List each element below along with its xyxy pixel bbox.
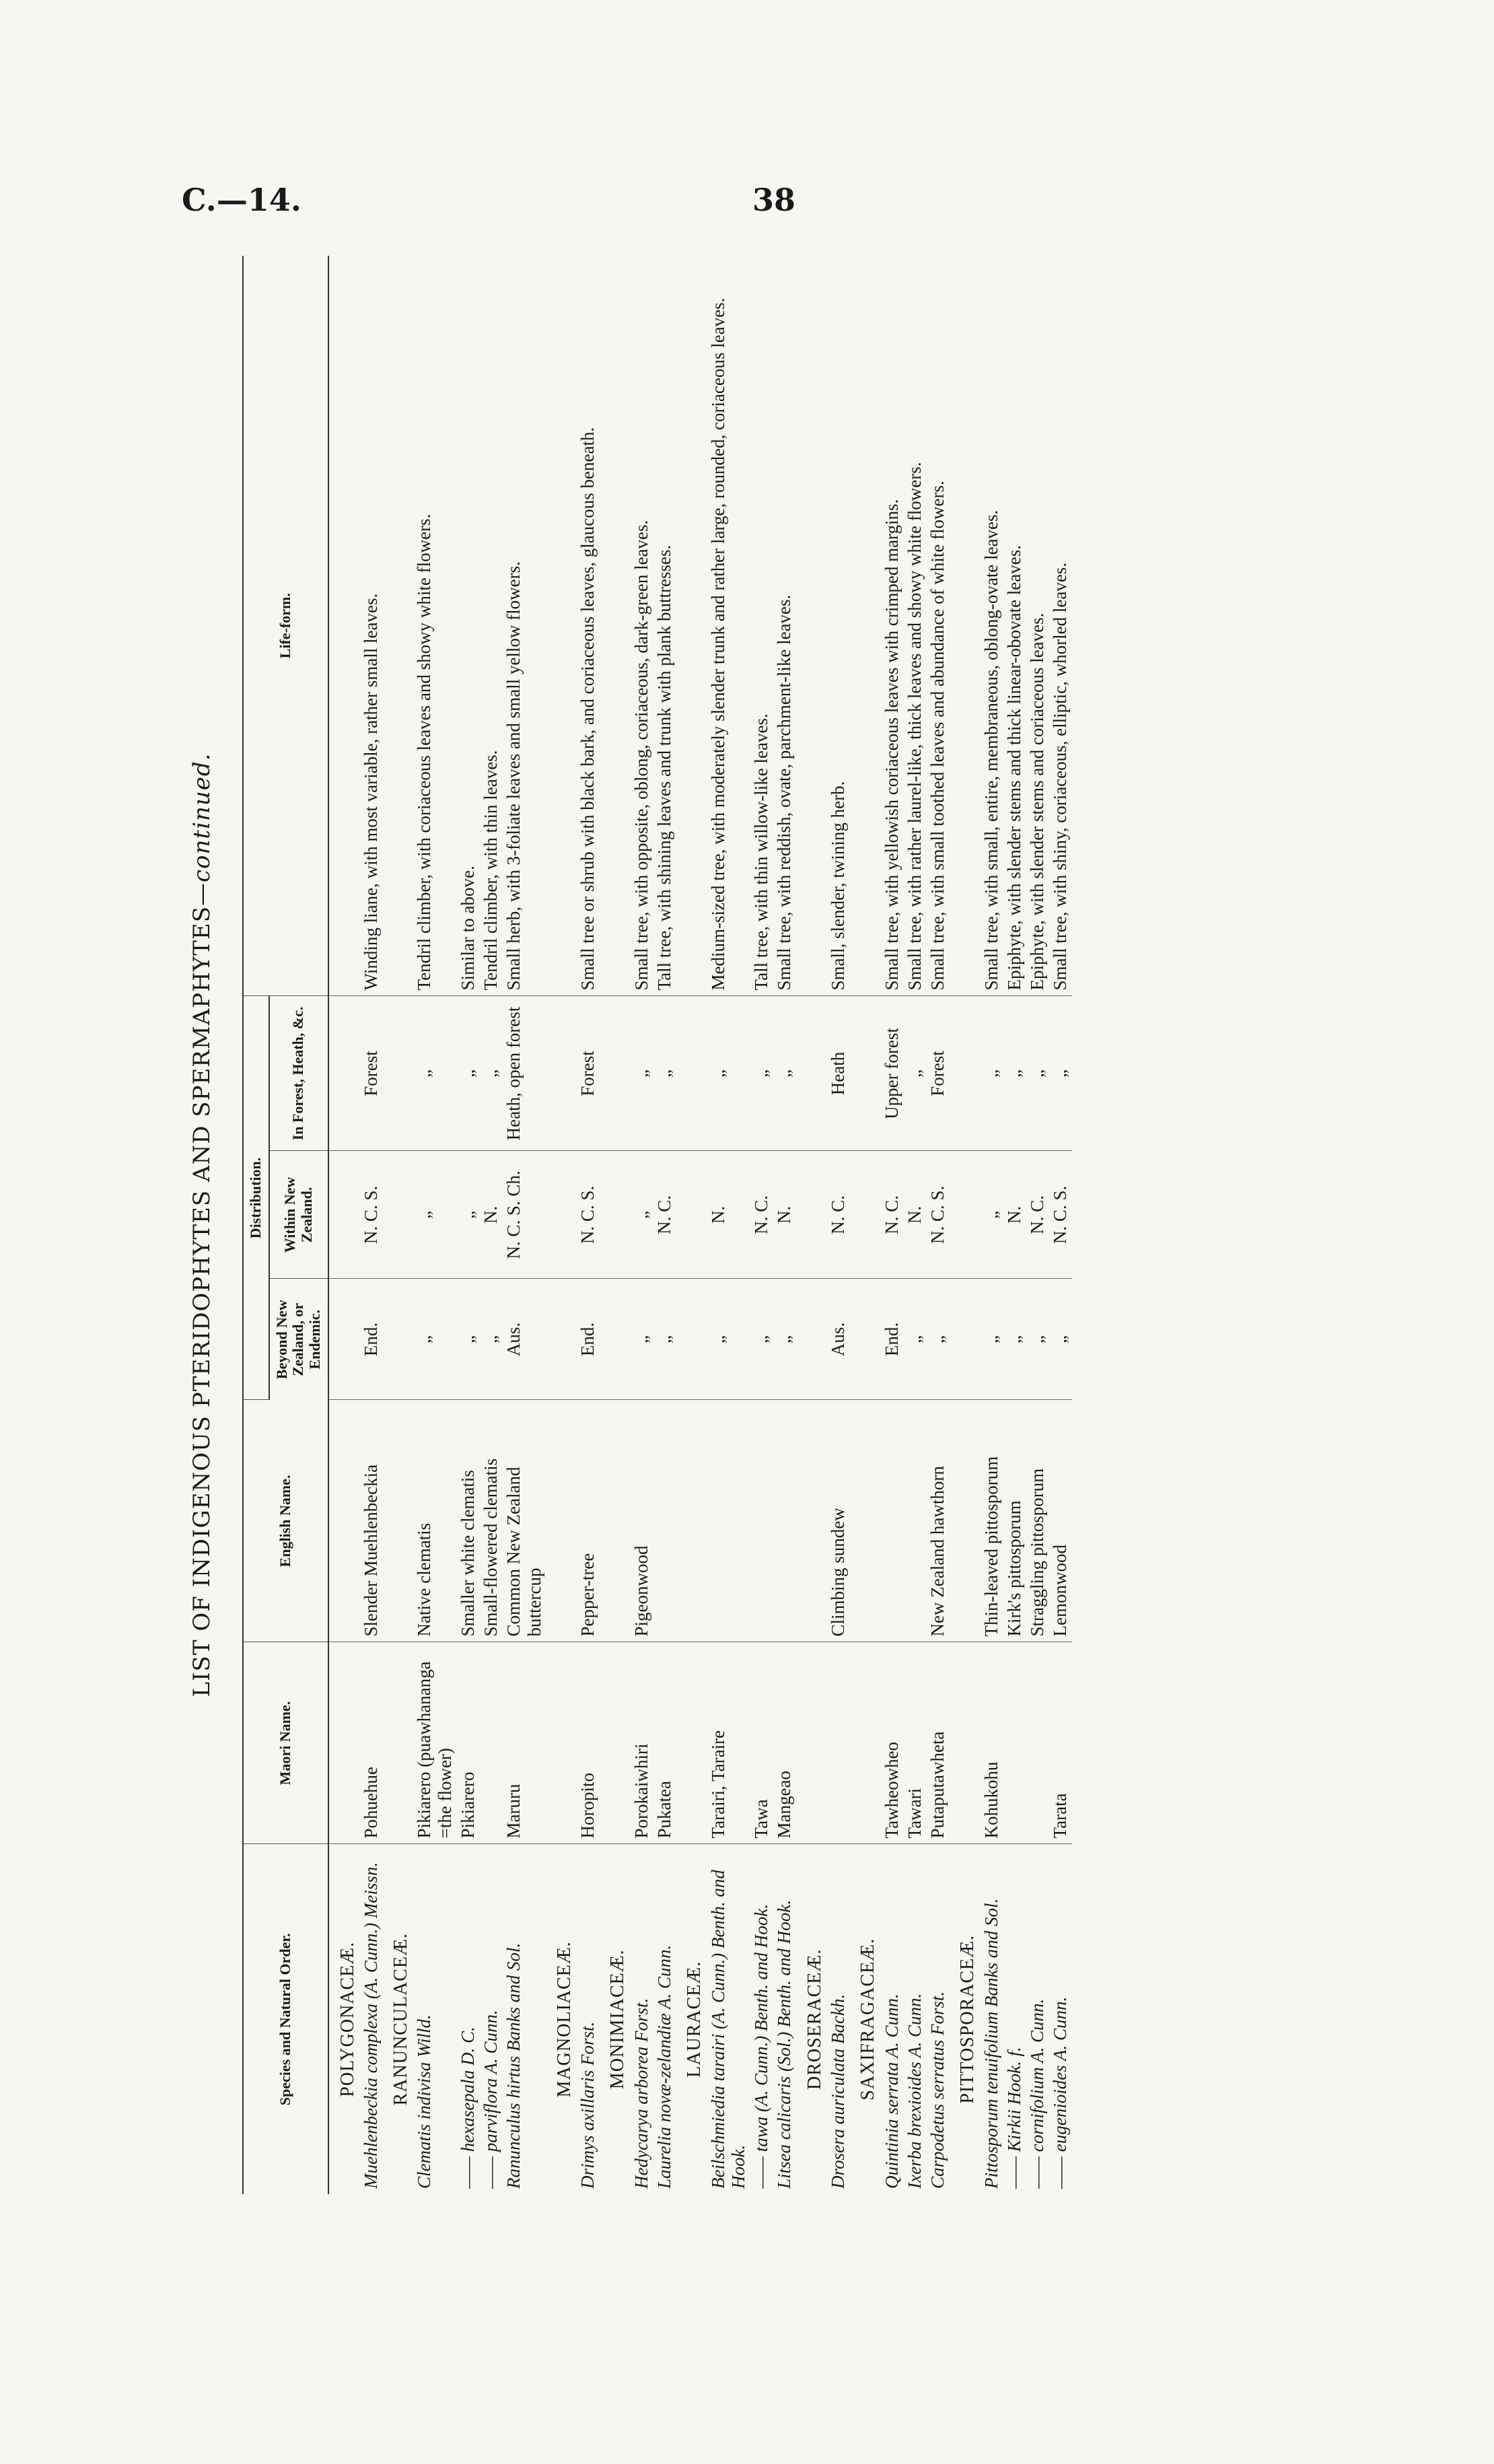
cell-within: „ [456, 1151, 479, 1279]
cell-life: Tall tree, with shining leaves and trunk with plank buttresses. [653, 256, 676, 996]
cell-english: Smaller white clematis [456, 1400, 479, 1642]
rotated-table-page [168, 256, 1326, 2194]
cell-life: Tall tree, with thin willow-like leaves. [750, 256, 773, 996]
table-row [750, 256, 773, 2194]
empty-cell [796, 1151, 826, 1279]
cell-forest: „ [630, 996, 653, 1151]
cell-forest: Forest [926, 996, 949, 1151]
cell-species: Hedycarya arborea Forst. [631, 1998, 651, 2189]
cell-species: Laurelia novæ-zelandiæ A. Cunn. [654, 1944, 675, 2189]
cell-beyond: „ [630, 1279, 653, 1400]
cell-english: Common New Zealand buttercup [502, 1400, 545, 1642]
cell-beyond: „ [1048, 1279, 1071, 1400]
cell-life: Small tree, with rather laurel-like, thick leaves and showy white flowers. [903, 256, 926, 996]
empty-cell [382, 1279, 413, 1400]
empty-cell [328, 1400, 359, 1642]
cell-within: N. C. S. Ch. [502, 1151, 545, 1279]
cell-life: Small tree, with yellowish coriaceous leaves with crimped margins. [880, 256, 903, 996]
cell-forest: „ [456, 996, 479, 1151]
cell-maori: Maruru [502, 1642, 545, 1844]
cell-life: Small herb, with 3-foliate leaves and small yellow flowers. [502, 256, 545, 996]
empty-cell [382, 1400, 413, 1642]
cell-species: Ixerba brexioides A. Cunn. [904, 1993, 925, 2189]
cell-species: Drimys axillaris Forst. [577, 2021, 598, 2189]
cell-forest: „ [903, 996, 926, 1151]
cell-english [880, 1400, 903, 1642]
cell-within: N. [773, 1151, 795, 1279]
cell-within: „ [980, 1151, 1003, 1279]
cell-within: N. [1003, 1151, 1026, 1279]
cell-species: Pittosporum tenuifolium Banks and Sol. [981, 1898, 1001, 2189]
cell-beyond: „ [479, 1279, 502, 1400]
empty-cell [676, 1151, 706, 1279]
cell-forest: Heath, open forest [502, 996, 545, 1151]
cell-life: Medium-sized tree, with moderately slender trunk and rather large, rounded, coriaceous leaves. [707, 256, 750, 996]
empty-cell [546, 1151, 576, 1279]
cell-life: Tendril climber, with coriaceous leaves and showy white flowers. [413, 256, 456, 996]
empty-cell [676, 996, 706, 1151]
empty-cell [849, 1400, 880, 1642]
cell-forest: „ [1003, 996, 1026, 1151]
cell-within: N. C. [750, 1151, 773, 1279]
empty-cell [599, 1642, 629, 1844]
cell-forest: „ [773, 996, 795, 1151]
empty-cell [849, 1151, 880, 1279]
cell-beyond: „ [1026, 1279, 1048, 1400]
natural-order-name: LAURACEÆ. [684, 1961, 705, 2078]
header-within: Within New Zealand. [269, 1151, 328, 1279]
cell-beyond: „ [903, 1279, 926, 1400]
cell-forest: Forest [576, 996, 599, 1151]
cell-species: —— parviflora A. Cunn. [481, 2010, 501, 2189]
cell-life: Tendril climber, with thin leaves. [479, 256, 502, 996]
table-row [926, 256, 949, 2194]
cell-beyond: „ [773, 1279, 795, 1400]
empty-cell [382, 996, 413, 1151]
table-row [479, 256, 502, 2194]
table-row [502, 256, 545, 2194]
cell-life: Small tree, with reddish, ovate, parchment-like leaves. [773, 256, 795, 996]
cell-within: „ [630, 1151, 653, 1279]
cell-species: Carpodetus serratus Forst. [927, 1991, 948, 2189]
cell-english: Thin-leaved pittosporum [980, 1400, 1003, 1642]
cell-beyond: „ [456, 1279, 479, 1400]
cell-species: —— tawa (A. Cunn.) Benth. and Hook. [751, 1904, 772, 2189]
cell-within: N. C. [880, 1151, 903, 1279]
empty-cell [546, 1642, 576, 1844]
header-maori: Maori Name. [243, 1642, 328, 1844]
empty-cell [328, 1279, 359, 1400]
document-code: C.—14. [182, 182, 301, 218]
cell-english: Small-flowered clematis [479, 1400, 502, 1642]
natural-order-name: SAXIFRAGACEÆ. [857, 1938, 879, 2101]
empty-cell [382, 256, 413, 996]
cell-forest: „ [707, 996, 750, 1151]
natural-order-name: POLYGONACEÆ. [336, 1941, 358, 2097]
table-row [707, 256, 750, 2194]
cell-species: Clematis indivisa Willd. [414, 2014, 435, 2189]
cell-beyond: End. [880, 1279, 903, 1400]
table-row [653, 256, 676, 2194]
natural-order-name: DROSERACEÆ. [804, 1948, 825, 2090]
cell-species: Quintinia serrata A. Cunn. [881, 1994, 902, 2189]
cell-maori: Tawa [750, 1642, 773, 1844]
cell-species: Litsea calicaris (Sol.) Benth. and Hook. [774, 1900, 795, 2189]
cell-within: N. C. [826, 1151, 849, 1279]
cell-forest: „ [413, 996, 456, 1151]
cell-within: N. C. [653, 1151, 676, 1279]
empty-cell [676, 256, 706, 996]
page-number: 38 [752, 182, 796, 218]
order-row [599, 256, 629, 2194]
cell-forest: Upper forest [880, 996, 903, 1151]
natural-order-name: PITTOSPORACEÆ. [957, 1934, 979, 2104]
cell-species: Muehlenbeckia complexa (A. Cunn.) Meissn. [360, 1862, 381, 2189]
cell-english [750, 1400, 773, 1642]
cell-species: Drosera auriculata Backh. [827, 1994, 848, 2189]
empty-cell [382, 1151, 413, 1279]
cell-within: N. C. S. [926, 1151, 949, 1279]
empty-cell [328, 1151, 359, 1279]
cell-english [903, 1400, 926, 1642]
cell-beyond: „ [413, 1279, 456, 1400]
cell-english: Native clematis [413, 1400, 456, 1642]
cell-maori [1026, 1642, 1048, 1844]
cell-beyond: End. [359, 1279, 382, 1400]
cell-forest: „ [1048, 996, 1071, 1151]
order-row [328, 256, 359, 2194]
table-title-main: LIST OF INDIGENOUS PTERIDOPHYTES AND SPERMAPHYTES [188, 905, 215, 1697]
cell-maori: Porokaiwhiri [630, 1642, 653, 1844]
cell-within: N. C. S. [359, 1151, 382, 1279]
cell-forest: „ [653, 996, 676, 1151]
cell-forest: „ [980, 996, 1003, 1151]
cell-maori: Pukatea [653, 1642, 676, 1844]
cell-within: N. [707, 1151, 750, 1279]
empty-cell [949, 1151, 979, 1279]
empty-cell [796, 1400, 826, 1642]
cell-within: „ [413, 1151, 456, 1279]
header-english: English Name. [243, 1400, 328, 1642]
empty-cell [949, 1279, 979, 1400]
cell-maori: Putaputawheta [926, 1642, 949, 1844]
order-row [849, 256, 880, 2194]
cell-within: N. [479, 1151, 502, 1279]
cell-beyond: Aus. [826, 1279, 849, 1400]
cell-life: Epiphyte, with slender stems and coriaceous leaves. [1026, 256, 1048, 996]
order-row [949, 256, 979, 2194]
empty-cell [546, 1279, 576, 1400]
order-row [796, 256, 826, 2194]
cell-maori: Kohukohu [980, 1642, 1003, 1844]
empty-cell [676, 1642, 706, 1844]
cell-life: Winding liane, with most variable, rather small leaves. [359, 256, 382, 996]
cell-species: —— hexasepala D. C. [457, 2027, 478, 2189]
cell-forest: Forest [359, 996, 382, 1151]
table-row [1048, 256, 1071, 2194]
cell-species: —— Kirkii Hook. f. [1003, 2047, 1024, 2189]
table-row [1026, 256, 1048, 2194]
empty-cell [599, 1151, 629, 1279]
table-title-continued: —continued. [188, 752, 215, 906]
table-row [980, 256, 1003, 2194]
cell-life: Small tree, with shiny, coriaceous, elliptic, whorled leaves. [1048, 256, 1071, 996]
cell-maori: Tawheowheo [880, 1642, 903, 1844]
empty-cell [849, 256, 880, 996]
cell-within: N. C. S. [1048, 1151, 1071, 1279]
table-row [880, 256, 903, 2194]
cell-english [707, 1400, 750, 1642]
cell-life: Epiphyte, with slender stems and thick linear-obovate leaves. [1003, 256, 1026, 996]
table-row [413, 256, 456, 2194]
natural-order-name: MAGNOLIACEÆ. [553, 1941, 575, 2098]
empty-cell [546, 256, 576, 996]
cell-within: N. C. [1026, 1151, 1048, 1279]
table-body [328, 256, 1072, 2194]
empty-cell [796, 256, 826, 996]
cell-english: Climbing sundew [826, 1400, 849, 1642]
species-table [242, 256, 1072, 2194]
empty-cell [599, 1279, 629, 1400]
cell-life: Small tree, with opposite, oblong, coriaceous, dark-green leaves. [630, 256, 653, 996]
cell-within: N. C. S. [576, 1151, 599, 1279]
cell-species: —— cornifolium A. Cunn. [1027, 1998, 1048, 2189]
cell-beyond: End. [576, 1279, 599, 1400]
table-row [359, 256, 382, 2194]
empty-cell [949, 996, 979, 1151]
cell-beyond: „ [980, 1279, 1003, 1400]
empty-cell [546, 1400, 576, 1642]
empty-cell [328, 256, 359, 996]
table-row [903, 256, 926, 2194]
cell-beyond: „ [750, 1279, 773, 1400]
cell-beyond: „ [926, 1279, 949, 1400]
cell-life: Small tree or shrub with black bark, and coriaceous leaves, glaucous beneath. [576, 256, 599, 996]
cell-maori [826, 1642, 849, 1844]
empty-cell [849, 996, 880, 1151]
empty-cell [599, 996, 629, 1151]
cell-maori: Mangeao [773, 1642, 795, 1844]
cell-life: Small tree, with small, entire, membraneous, oblong-ovate leaves. [980, 256, 1003, 996]
empty-cell [949, 1642, 979, 1844]
cell-beyond: „ [707, 1279, 750, 1400]
table-row [456, 256, 479, 2194]
natural-order-name: MONIMIACEÆ. [607, 1949, 629, 2090]
cell-forest: „ [479, 996, 502, 1151]
cell-english: Kirk's pittosporum [1003, 1400, 1026, 1642]
header-distribution: Distribution. [243, 996, 269, 1400]
empty-cell [328, 996, 359, 1151]
table-title [188, 256, 215, 2194]
order-row [546, 256, 576, 2194]
cell-maori: Tawari [903, 1642, 926, 1844]
header-beyond: Beyond New Zealand, or Endemic. [269, 1279, 328, 1400]
cell-english: New Zealand hawthorn [926, 1400, 949, 1642]
cell-maori: Pikiarero [456, 1642, 479, 1844]
natural-order-name: RANUNCULACEÆ. [390, 1933, 412, 2106]
empty-cell [328, 1642, 359, 1844]
cell-maori: Horopito [576, 1642, 599, 1844]
cell-english [653, 1400, 676, 1642]
header-life-form: Life-form. [243, 256, 328, 996]
cell-maori: Tarata [1048, 1642, 1071, 1844]
table-row [773, 256, 795, 2194]
empty-cell [599, 256, 629, 996]
empty-cell [382, 1642, 413, 1844]
empty-cell [849, 1642, 880, 1844]
cell-english: Slender Muehlenbeckia [359, 1400, 382, 1642]
order-row [382, 256, 413, 2194]
cell-english: Lemonwood [1048, 1400, 1071, 1642]
cell-english [773, 1400, 795, 1642]
header-forest: In Forest, Heath, &c. [269, 996, 328, 1151]
cell-maori [1003, 1642, 1026, 1844]
cell-species: —— eugenioides A. Cunn. [1050, 1996, 1071, 2189]
empty-cell [796, 1279, 826, 1400]
table-row [630, 256, 653, 2194]
cell-english: Straggling pittosporum [1026, 1400, 1048, 1642]
cell-within: N. [903, 1151, 926, 1279]
empty-cell [676, 1279, 706, 1400]
empty-cell [546, 996, 576, 1151]
order-row [676, 256, 706, 2194]
cell-species: Beilschmiedia tarairi (A. Cunn.) Benth. and Hook. [707, 1870, 748, 2189]
cell-species: Ranunculus hirtus Banks and Sol. [503, 1942, 524, 2189]
cell-maori [479, 1642, 502, 1844]
empty-cell [949, 1400, 979, 1642]
cell-english: Pigeonwood [630, 1400, 653, 1642]
empty-cell [796, 996, 826, 1151]
table-row [576, 256, 599, 2194]
empty-cell [849, 1279, 880, 1400]
cell-maori: Tarairi, Taraire [707, 1642, 750, 1844]
cell-maori: Pohuehue [359, 1642, 382, 1844]
cell-beyond: Aus. [502, 1279, 545, 1400]
cell-life: Small, slender, twining herb. [826, 256, 849, 996]
empty-cell [676, 1400, 706, 1642]
cell-forest: Heath [826, 996, 849, 1151]
table-row [1003, 256, 1026, 2194]
cell-life: Small tree, with small toothed leaves and abundance of white flowers. [926, 256, 949, 996]
empty-cell [599, 1400, 629, 1642]
header-species: Species and Natural Order. [243, 1844, 328, 2194]
cell-forest: „ [750, 996, 773, 1151]
cell-maori: Pikiarero (puawhananga =the flower) [413, 1642, 456, 1844]
table-row [826, 256, 849, 2194]
cell-life: Similar to above. [456, 256, 479, 996]
empty-cell [949, 256, 979, 996]
cell-forest: „ [1026, 996, 1048, 1151]
cell-beyond: „ [1003, 1279, 1026, 1400]
cell-beyond: „ [653, 1279, 676, 1400]
empty-cell [796, 1642, 826, 1844]
cell-english: Pepper-tree [576, 1400, 599, 1642]
